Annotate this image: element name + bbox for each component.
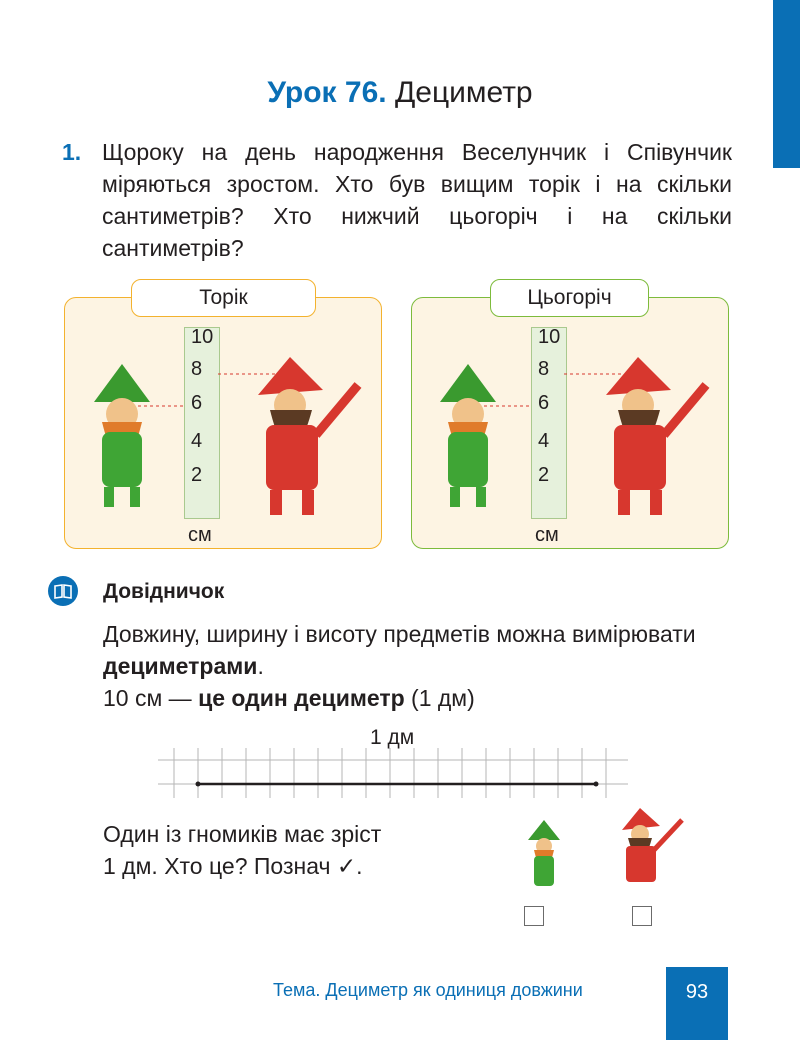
ruler-tick: 4 [538, 430, 550, 452]
checkbox-red-gnome[interactable] [632, 906, 652, 926]
segment-label: 1 дм [370, 726, 415, 749]
decimeter-grid [158, 748, 628, 800]
footer-topic: Тема. Дециметр як одиниця довжини [273, 980, 583, 1000]
reference-period: . [257, 653, 264, 679]
green-gnome-small-image [516, 818, 572, 898]
reference-bold-term: дециметрами [103, 653, 258, 679]
ruler-tick: 10 [538, 326, 561, 348]
question-text [103, 818, 381, 882]
page-title [0, 76, 800, 110]
unit-label: см [535, 524, 559, 546]
height-guide-lines [476, 368, 706, 410]
lesson-title: Дециметр [394, 76, 533, 109]
height-guide-lines [130, 368, 360, 410]
ruler-tick: 6 [538, 392, 550, 414]
ruler-tick: 4 [191, 430, 203, 452]
ruler-tick: 8 [538, 358, 550, 380]
ruler-tick: 2 [538, 464, 550, 486]
question-line2: 1 дм. Хто це? Познач ✓. [103, 853, 363, 879]
height-ruler-this-year [531, 327, 567, 519]
reference-bold-definition: це один дециметр [198, 685, 405, 711]
book-icon [48, 576, 78, 606]
reference-line2: 10 см — [103, 685, 199, 711]
panel-title-this-year: Цьогоріч [490, 279, 649, 317]
reference-heading: Довідничок [103, 580, 225, 603]
lesson-number: Урок 76. [267, 76, 387, 109]
task-1 [62, 136, 732, 264]
reference-unit: (1 дм) [404, 685, 475, 711]
question-line1: Один із гномиків має зріст [103, 821, 382, 847]
task-text: Щороку на день народження Веселунчик і Співунчик міряються зростом. Хто був вищим торік і на скільки сантиметрів? Хто нижчий цьогоріч і на скільки сантиметрів? [102, 139, 732, 261]
task-number: 1. [62, 139, 82, 165]
ruler-tick: 8 [191, 358, 203, 380]
reference-text [103, 618, 703, 714]
ruler-tick: 2 [191, 464, 203, 486]
checkbox-green-gnome[interactable] [524, 906, 544, 926]
panel-title-last-year: Торік [131, 279, 316, 317]
unit-label: см [188, 524, 212, 546]
height-ruler-last-year [184, 327, 220, 519]
page-number: 93 [666, 967, 728, 1040]
ruler-tick: 6 [191, 392, 203, 414]
reference-line1: Довжину, ширину і висоту предметів можна вимірювати [103, 621, 696, 647]
ruler-tick: 10 [191, 326, 214, 348]
red-gnome-small-image [606, 806, 690, 900]
